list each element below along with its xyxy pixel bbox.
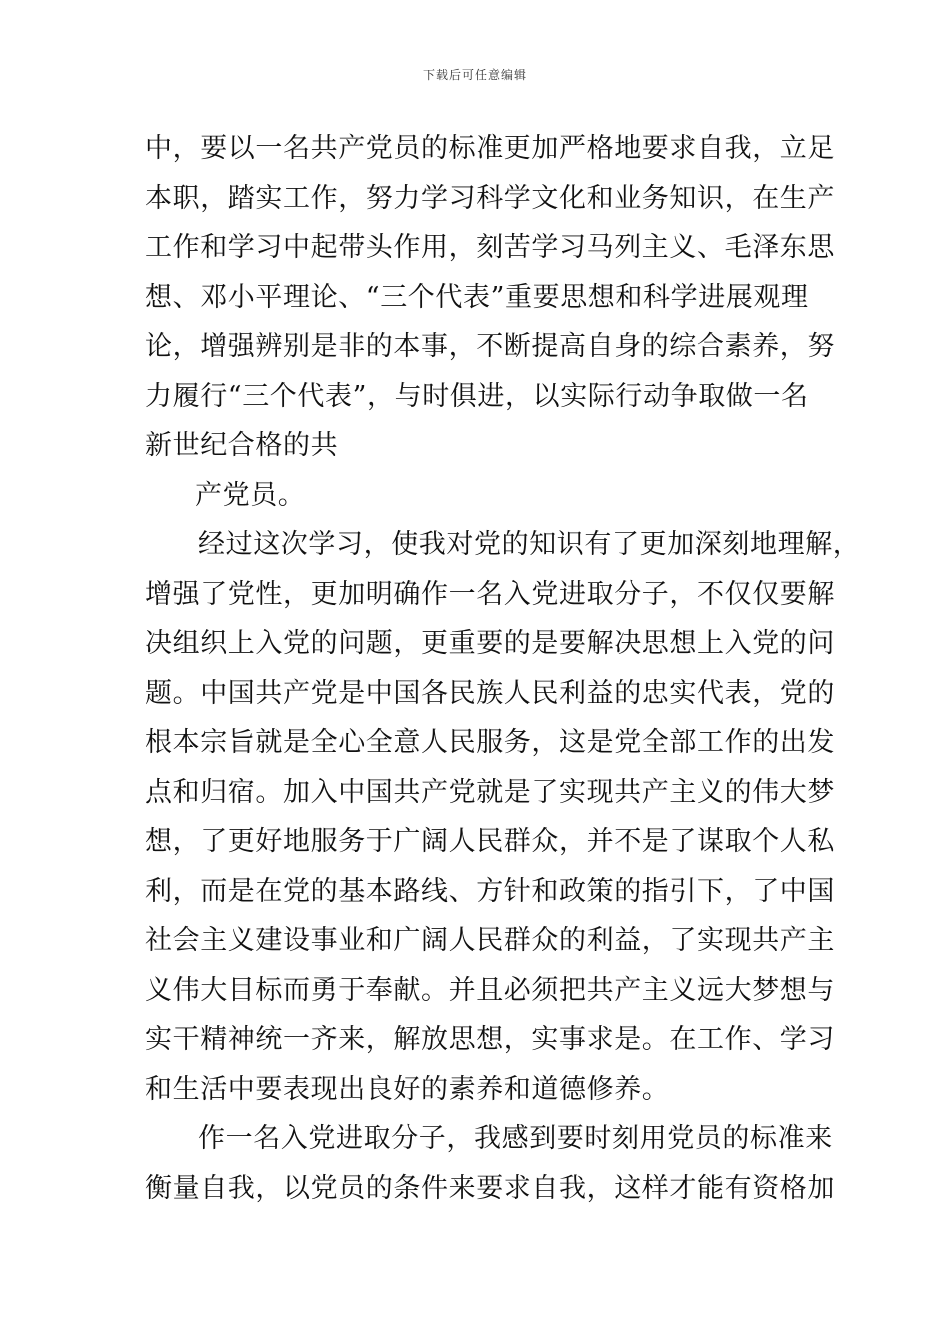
text-line: 想、邓小平理论、“三个代表”重要思想和科学进展观理: [145, 281, 809, 313]
paragraph-start: 经过这次学习，使我对党的知识有了更加深刻地理解，: [198, 529, 861, 560]
document-body: [145, 124, 861, 1213]
text-line: 实干精神统一齐来，解放思想，实事求是。在工作、学习: [145, 1024, 835, 1055]
text-line: 工作和学习中起带头作用，刻苦学习马列主义、毛泽东思: [145, 232, 835, 263]
text-line: 决组织上入党的问题，更重要的是要解决思想上入党的问: [145, 628, 835, 659]
text-line: 和生活中要表现出良好的素养和道德修养。: [145, 1073, 670, 1105]
page-header: 下载后可任意编辑: [422, 68, 527, 82]
text-line: 论，增强辨别是非的本事，不断提高自身的综合素养，努: [145, 331, 835, 362]
text-line: 义伟大目标而勇于奉献。并且必须把共产主义远大梦想与: [145, 974, 835, 1006]
text-line: 产党员。: [195, 479, 306, 511]
text-line: 增强了党性，更加明确作一名入党进取分子，不仅仅要解: [145, 578, 835, 610]
text-line: 力履行“三个代表”，与时俱进，以实际行动争取做一名: [145, 380, 809, 412]
text-line: 根本宗旨就是全心全意人民服务，这是党全部工作的出发: [145, 727, 835, 758]
text-line: 利，而是在党的基本路线、方针和政策的指引下，了中国: [145, 875, 835, 907]
text-line: 社会主义建设事业和广阔人民群众的利益，了实现共产主: [145, 925, 835, 956]
text-line: 新世纪合格的共: [145, 430, 339, 461]
text-line: 中，要以一名共产党员的标准更加严格地要求自我，立足: [145, 133, 835, 164]
text-line: 想，了更好地服务于广阔人民群众，并不是了谋取个人私: [145, 826, 835, 857]
paragraph-start: 作一名入党进取分子，我感到要时刻用党员的标准来: [198, 1123, 833, 1154]
text-line: 本职，踏实工作，努力学习科学文化和业务知识，在生产: [145, 182, 835, 214]
text-line: 衡量自我，以党员的条件来要求自我，这样才能有资格加: [145, 1172, 835, 1204]
text-line: 题。中国共产党是中国各民族人民利益的忠实代表，党的: [145, 677, 835, 709]
text-line: 点和归宿。加入中国共产党就是了实现共产主义的伟大梦: [145, 776, 835, 808]
